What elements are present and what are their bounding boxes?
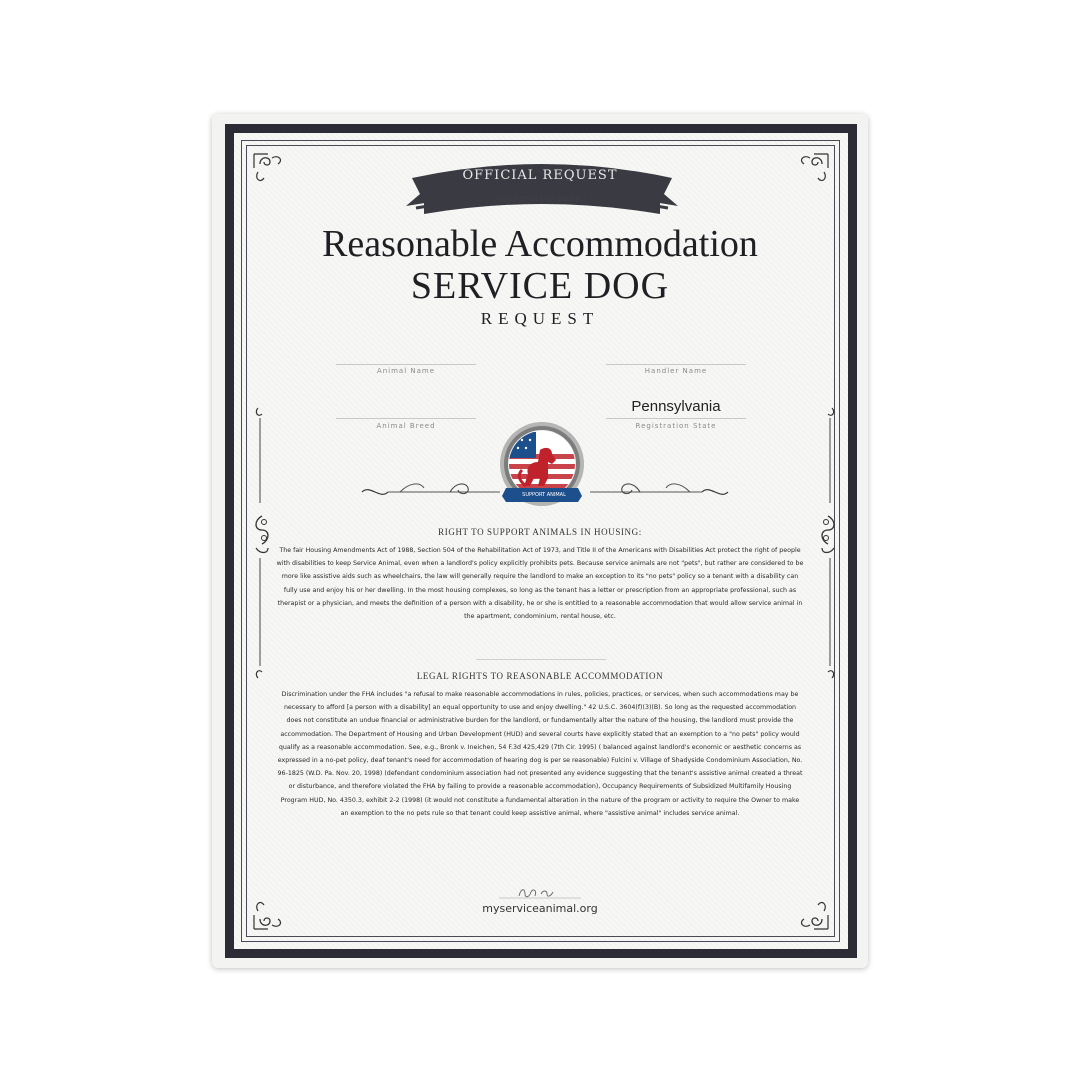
banner-subtitle: UNITED STATES OF AMERICA (492, 197, 588, 203)
corner-ornament-bottom-left (250, 893, 290, 933)
animal-breed-label: Animal Breed (376, 422, 436, 430)
side-ornament-right (808, 398, 838, 698)
document-subtitle: SERVICE DOG (410, 265, 670, 307)
registration-state-label: Registration State (635, 422, 717, 430)
animal-name-line (336, 364, 476, 365)
signature-mark (495, 884, 585, 904)
registration-state-value: Pennsylvania (631, 398, 721, 415)
website-link[interactable]: myserviceanimal.org (482, 902, 598, 915)
corner-ornament-top-left (250, 150, 290, 190)
section-divider (476, 659, 606, 660)
handler-name-label: Handler Name (644, 367, 708, 375)
official-request-banner (402, 156, 682, 228)
section1-body: The fair Housing Amendments Act of 1988, Section 504 of the Rehabilitation Act of 1973, and Title II of the Americans with Disabilities Act protect the right of people with disabilities to keep Service Animal, even when a landlord's policy explicitly prohibits pets. Because service animals are not "pets", but rather are considered to be more like assistive aids such as wheelchairs, the law will generally require the landlord to make an exception to its "no pets" policy so a tenant with a disability can fully use and enjoy his or her dwelling. In the most housing complexes, so long as the tenant has a letter or prescription from an appropriate professional, such as therapist or a physician, and meets the definition of a person with a disability, he or she is entitled to a reasonable accommodation that would allow service animal in the apartment, condominium, rental house, etc. (276, 547, 804, 621)
banner-label: OFFICIAL REQUEST (462, 168, 618, 183)
registration-state-line (606, 418, 746, 419)
handler-name-line (606, 364, 746, 365)
animal-name-label: Animal Name (376, 367, 436, 375)
section2-body: Discrimination under the FHA includes "a refusal to make reasonable accommodations in rules, policies, practices, or services, when such accommodations may be necessary to afford [a person with a disability] an equal opportunity to use and enjoy dwelling." 42 U.S.C. 3604(f)(3)(B). So long as the requested accommodation does not constitute an undue financial or administrative burden for the landlord, or fundamentally alter the nature of the housing, the landlord must provide the accommodation. The Department of Housing and Urban Development (HUD) and several courts have explicitly stated that an exemption to a "no pets" policy would qualify as a reasonable accommodation. See, e.g., Bronk v. Ineichen, 54 F.3d 425,429 (7th Cir. 1995) ( balanced against landlord's economic or aesthetic concerns as expressed in a no-pet policy, deaf tenant's need for accommodation of hearing dog is per se reasonable) Fulcini v. Village of Shadyside Condominium Association, No. 96-1825 (W.D. Pa. Nov. 20, 1998) (defendant condominium association had not presented any evidence suggesting that the tenant's assistive animal created a threat or disturbance, and therefore violated the FHA by failing to provide a reasonable accommodation), Occupancy Requirements of Subsidized Multifamily Housing Program HUD, No. 4350.3, exhibit 2-2 (1998) (it would not constitute a fundamental alteration in the nature of the program or activity to require the Owner to make an exemption to the no pets rule so that tenant could keep assistive animal, where "assistive animal" includes service animal. (277, 691, 803, 817)
section1-heading: RIGHT TO SUPPORT ANIMALS IN HOUSING: (438, 527, 642, 537)
section2-heading: LEGAL RIGHTS TO REASONABLE ACCOMMODATION (416, 671, 664, 681)
document-request-label: REQUEST (480, 309, 600, 328)
document-title: Reasonable Accommodation (322, 223, 758, 265)
corner-ornament-bottom-right (792, 893, 832, 933)
animal-breed-line (336, 418, 476, 419)
corner-ornament-top-right (792, 150, 832, 190)
seal-ribbon-text: SUPPORT ANIMAL (522, 492, 566, 498)
